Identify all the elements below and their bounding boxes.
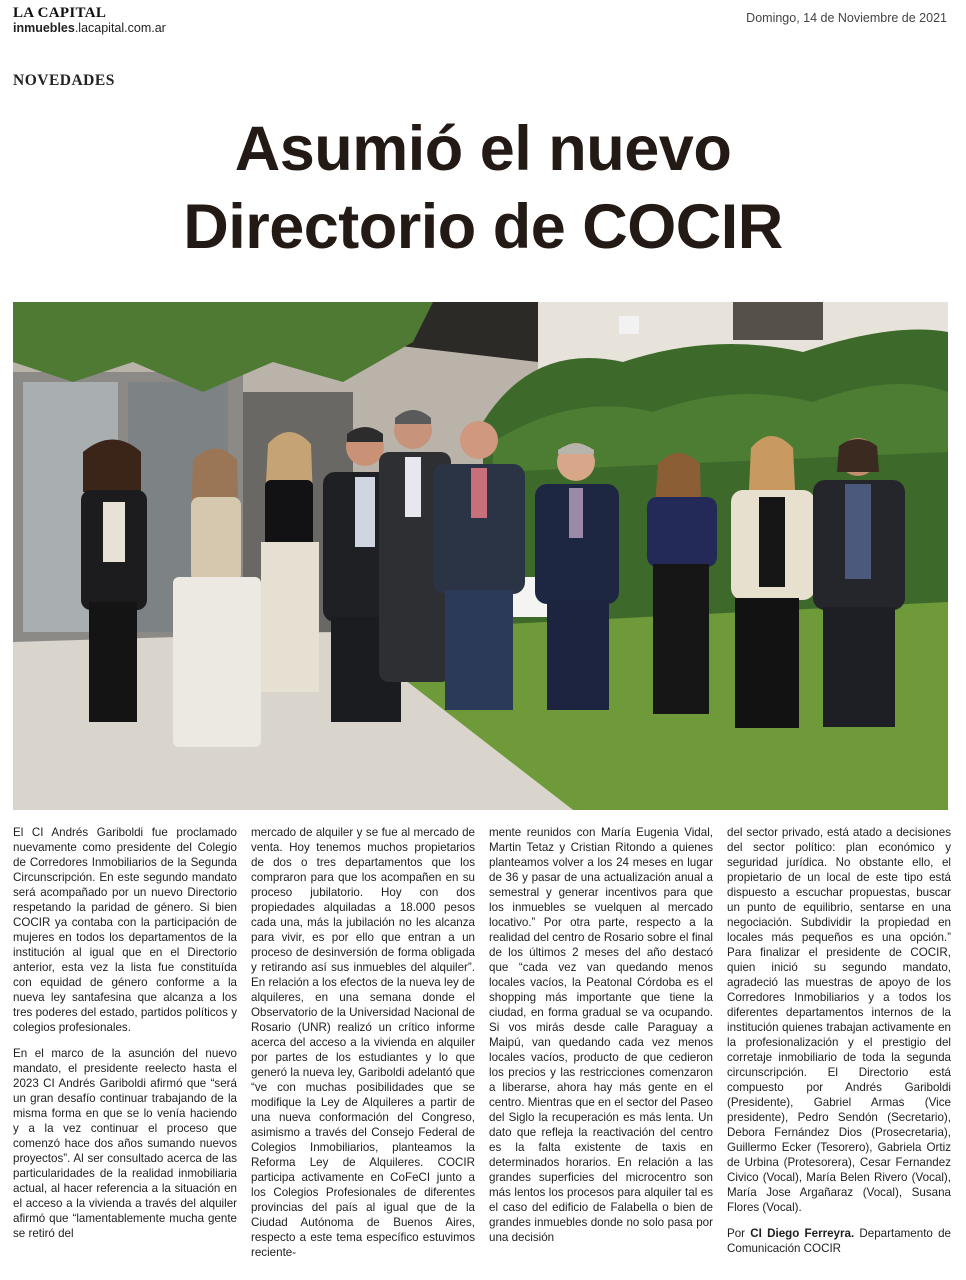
article-column-3 bbox=[489, 825, 713, 1275]
article-paragraph: mercado de alquiler y se fue al mercado de venta. Hoy tenemos muchos propietarios de dos o tres departamentos que los compraron para que los acompañen en su proceso jubilatorio. Hoy con dos propiedades alquiladas a 18.000 pesos cada una, más la jubilación no les alcanza para vivir, es por ello que entran a un proceso de desinversión de forma obligada y retirando así sus inmuebles del alquiler”. En relación a los efectos de la nueva ley de alquileres, en una semana donde el Observatorio de la Universidad Nacional de Rosario (UNR) realizó un crítico informe acerca del acceso a la vivienda en alquiler por partes de los estudiantes y lo que generó la nueva ley, Gariboldi adelantó que “ve con muchas posibilidades que se modifique la Ley de Alquileres a partir de una nueva conformación del Congreso, asimismo a través del Consejo Federal de Colegios Inmobiliarios, planteamos la Reforma Ley de Alquileres. COCIR participa activamente en CoFeCI junto a los Colegios Profesionales de diferentes provincias del país al igual que de la Ciudad Autónoma de Buenos Aires, respecto a este tema específico estuvimos reciente- bbox=[251, 826, 475, 1259]
credit-prefix: Por bbox=[727, 1227, 751, 1240]
person-3 bbox=[261, 432, 319, 692]
article-column-1 bbox=[13, 825, 237, 1275]
credit-author: CI Diego Ferreyra. bbox=[750, 1227, 855, 1240]
site-url-rest: .lacapital.com.ar bbox=[74, 21, 166, 35]
person-10 bbox=[813, 438, 905, 727]
group-photo-illustration bbox=[13, 302, 948, 810]
newspaper-logo: LA CAPITAL bbox=[13, 5, 107, 21]
credit-department: Departamento de Comunicación COCIR bbox=[727, 1227, 951, 1255]
group-photo bbox=[13, 302, 948, 810]
section-label: NOVEDADES bbox=[13, 72, 115, 89]
masthead bbox=[13, 5, 166, 36]
article-paragraph: del sector privado, está atado a decisiones del sector político: plan económico y seguridad jurídica. No obstante ello, el propietario de un local de este tipo está dispuesto a escuchar propuestas, buscar un punto de equilibrio, sentarse en una negociación. Subdividir la propiedad en locales más pequeños es una opción.” Para finalizar el presidente de COCIR, quien inició su segundo mandato, agradeció las muestras de apoyo de los Corredores Inmobiliarios y a todos los diferentes departamentos internos de la institución quienes trabajan activamente en la profesionalización y el prestigio del corretaje inmobiliario de toda la segunda circunscripción. El Directorio está compuesto por Andrés Gariboldi (Presidente), Gabriel Armas (Vice presidente), Pedro Sendón (Secretario), Debora Fernández Dios (Prosecretaria), Guillermo Ecker (Tesorero), Gabriela Ortiz de Urbina (Protesorera), Cesar Fernandez Civico (Vocal), María Belen Rivero (Vocal), María Jose Argañaraz (Vocal), Susana Flores (Vocal). bbox=[727, 826, 951, 1214]
article-paragraph: En el marco de la asunción del nuevo mandato, el presidente reelecto hasta el 2023 CI Andrés Gariboldi afirmó que “será un gran desafío continuar trabajando de la misma forma en que se lo venía haciendo y a la vez continuar el proceso que comenzó hace dos años sumando nuevos proyectos”. Al ser consultado acerca de las particularidades de la realidad inmobiliaria actual, al hacer referencia a la situación en el acceso a la vivienda a través del alquiler afirmó que “lamentablemente mucha gente se retiró del bbox=[13, 1047, 237, 1240]
headline-line-1: Asumió el nuevo bbox=[234, 114, 732, 184]
headline-line-2: Directorio de COCIR bbox=[183, 192, 783, 262]
building-window bbox=[733, 302, 823, 340]
site-url bbox=[13, 21, 166, 36]
article-body bbox=[13, 825, 951, 1275]
article-column-2 bbox=[251, 825, 475, 1275]
article-credit bbox=[727, 1226, 951, 1256]
site-url-bold: inmuebles bbox=[13, 21, 75, 35]
article-paragraph: El CI Andrés Gariboldi fue proclamado nuevamente como presidente del Colegio de Corredores Inmobiliarios de la Segunda Circunscripción. En este segundo mandato será acompañado por un nuevo Directorio respetando la paridad de género. Si bien COCIR ya contaba con la participación de mujeres en todos los departamentos de la institución al igual que en el Directorio anterior, esta vez la lista fue constituída con equidad de género conforme a la nueva ley santafesina que alcanza a los tres poderes del estado, partidos políticos y colegios profesionales. bbox=[13, 826, 237, 1034]
article-paragraph: mente reunidos con María Eugenia Vidal, Martin Tetaz y Cristian Ritondo a quienes planteamos volver a los 24 meses en lugar de 36 y pasar de una actualización anual a semestral y generar incentivos para que los inmuebles se vuelquen al mercado locativo.” Por otra parte, respecto a la realidad del centro de Rosario sobre el final de los últimos 2 meses del año destacó que “cada vez van quedando menos locales vacíos, la Peatonal Córdoba es el shopping más importante que tiene la ciudad, en forma gradual se va ocupando. Si vos mirás desde calle Paraguay a Maipú, van quedando cada vez menos locales vacíos, producto de que cedieron los precios y las restricciones comenzaron a liberarse, ahora hay más gente en el centro. Mientras que en el sector del Paseo del Siglo la recuperación es más lenta. Un dato que refleja la reactivación del centro es la falta existente de taxis en determinados horarios. En relación a las grandes superficies del microcentro son más lentos los procesos para alquiler tal es el caso del edificio de Falabella o bien de grandes inmuebles donde no solo pasa por una decisión bbox=[489, 826, 713, 1244]
air-conditioner bbox=[619, 316, 639, 334]
article-column-4 bbox=[727, 825, 951, 1275]
headline bbox=[0, 110, 966, 266]
person-6 bbox=[433, 421, 525, 710]
publication-date: Domingo, 14 de Noviembre de 2021 bbox=[746, 11, 947, 25]
